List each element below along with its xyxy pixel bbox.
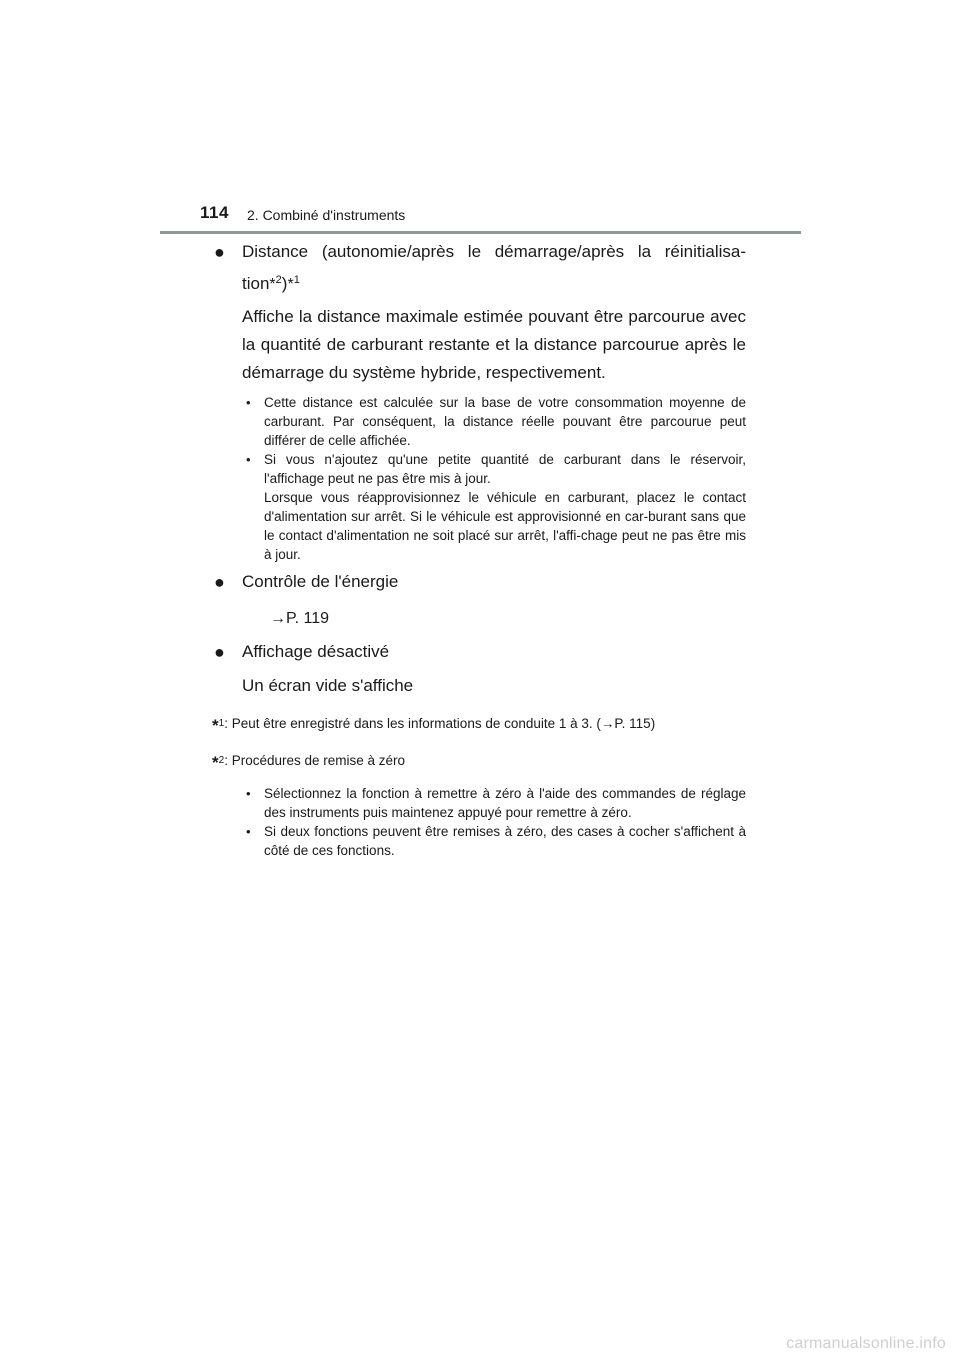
list-item: • Sélectionnez la fonction à remettre à zéro à l'aide des commandes de réglage des instruments puis maintenez appuyé pour remettre à zéro. (242, 784, 746, 822)
item-display-off-description: Un écran vide s'affiche (242, 676, 414, 695)
list-item: • Si vous n'ajoutez qu'une petite quantité de carburant dans le réservoir, l'affichage peut ne pas être mis à jour. (242, 450, 746, 488)
footnote-2-text: : Procédures de remise à zéro (224, 753, 406, 768)
item-energy (214, 568, 746, 596)
small-bullet-icon: • (246, 395, 251, 410)
header-rule (160, 231, 801, 234)
watermark: carmanualsonline.info (786, 1335, 946, 1352)
bullet-dot-icon: ● (214, 572, 225, 592)
list-item-continuation: Lorsque vous réapprovisionnez le véhicule en carburant, placez le contact d'alimentation sur arrêt. Si le véhicule est approvisionné en car-burant sans que le contact d'alimentation ne soit placé sur arrêt, l'affi-chage peut ne pas être mis à jour. (264, 490, 746, 562)
bullet-dot-icon: ● (214, 242, 225, 262)
small-bullet-icon: • (246, 824, 251, 839)
small-bullet-icon: • (246, 452, 251, 467)
item-display-off-title: Affichage désactivé (242, 642, 390, 661)
small-bullet-icon: • (246, 786, 251, 801)
footnote-2: *$^2$ : Procédures de remise à zéro (212, 753, 406, 772)
item-distance-title: Distance (autonomie/après le démarrage/après la réinitialisa-tion*$^2$)*$^1$ (242, 242, 746, 293)
list-item: • Si deux fonctions peuvent être remises à zéro, des cases à cocher s'affichent à côté de ces fonctions. (242, 822, 746, 860)
footnote-1-text: : Peut être enregistré dans les informations de conduite 1 à 3. (→P. 115) (224, 716, 656, 731)
page-content (214, 238, 746, 860)
item-display-off (214, 638, 746, 666)
page-number: 114 (200, 203, 229, 222)
page-reference-link[interactable]: →P. 119 (270, 610, 330, 627)
item-distance-notes (242, 393, 746, 564)
item-energy-title: Contrôle de l'énergie (242, 572, 399, 591)
item-distance-description: Affiche la distance maximale estimée pouvant être parcourue avec la quantité de carburant restante et la distance parcourue après le démarrage du système hybride, respectivement. (242, 307, 746, 382)
item-distance (214, 238, 746, 299)
footnote-2-notes (242, 784, 746, 860)
section-title: 2. Combiné d'instruments (247, 207, 406, 223)
footnote-1: *$^1$ : Peut être enregistré dans les informations de conduite 1 à 3. (→P. 115) (212, 716, 656, 735)
list-item: • Cette distance est calculée sur la base de votre consommation moyenne de carburant. Par conséquent, la distance réelle pouvant être parcourue peut différer de celle affichée. (242, 393, 746, 450)
bullet-dot-icon: ● (214, 642, 225, 662)
